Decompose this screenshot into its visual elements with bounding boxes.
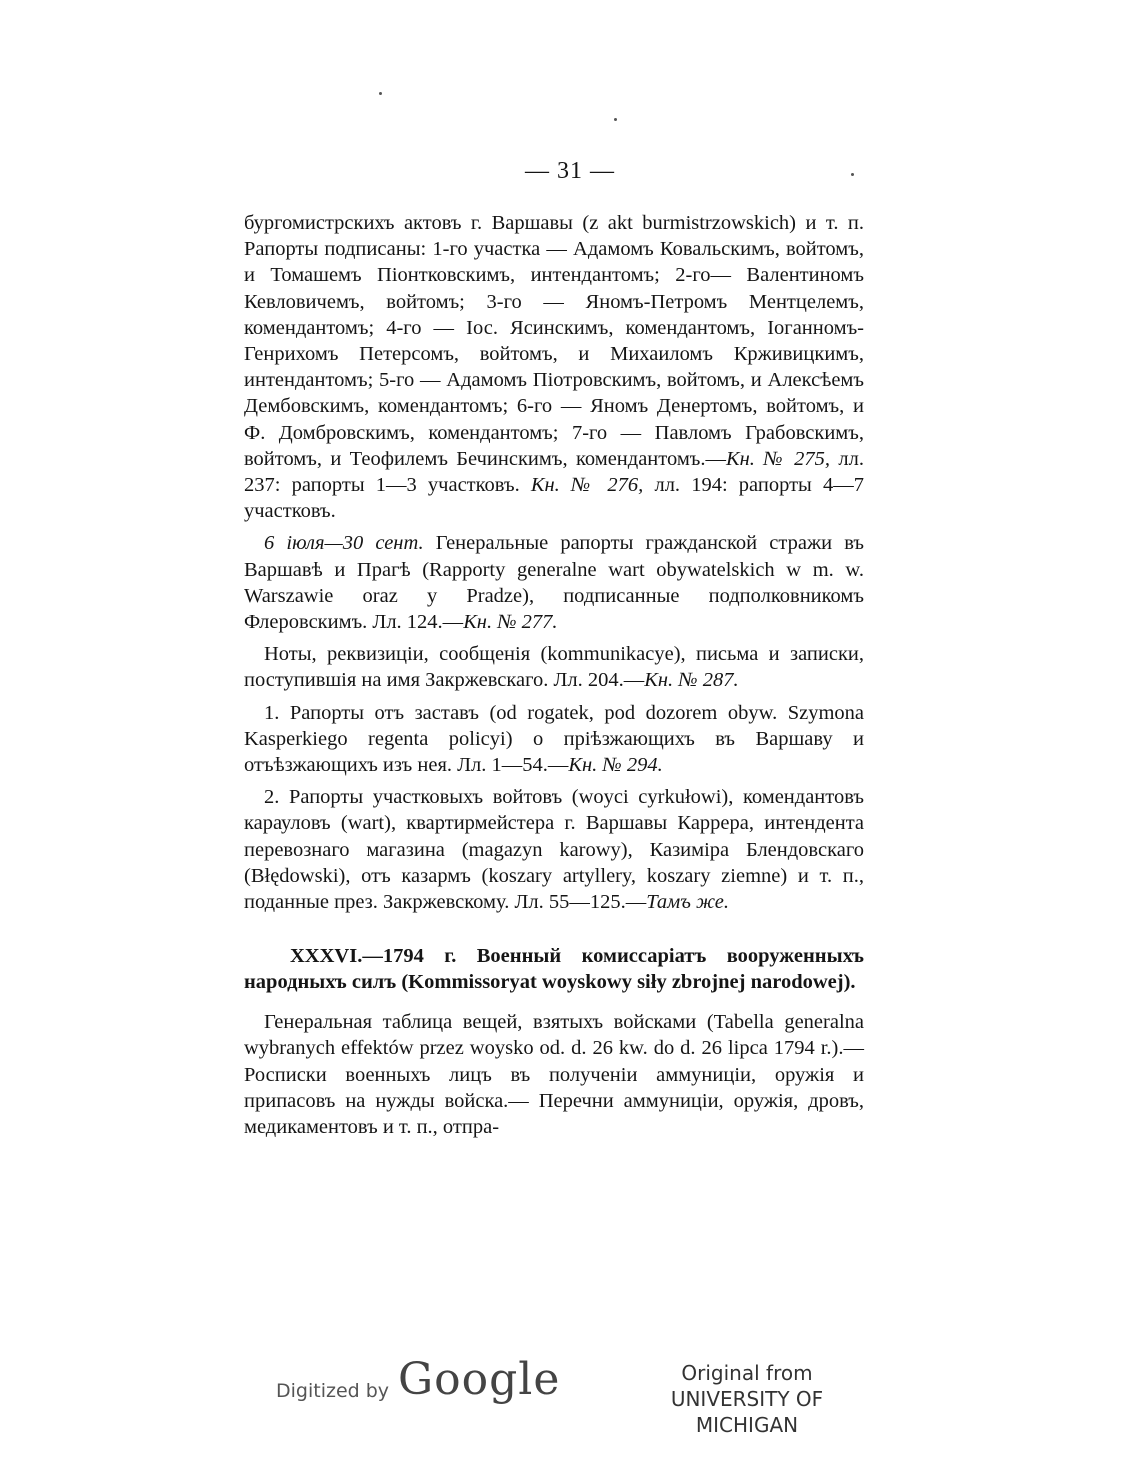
paragraph-text: 2. Рапорты участковыхъ войтовъ (woyci cyrkułowi), комендантовъ карауловъ (wart), квартирмейстера г. Варшавы Каррера, интендента перевознаго магазина (magazyn karowy), Казиміра Блендовскаго (Błędowski), отъ казармъ (koszary artyllery, koszary ziemne) и т. п., поданные през. Закржевскому. Лл. 55—125.— <box>244 786 864 914</box>
paragraph-item-2 <box>244 784 864 915</box>
paragraph-text: Генеральные рапорты гражданской стражи въ Варшавѣ и Прагѣ (Rapporty generalne wart obywatelskich w m. w. Warszawie oraz y Pradze), подписанные подполковникомъ Флеровскимъ. Лл. 124.— <box>244 532 864 634</box>
paragraph-reports-signatories <box>244 210 864 524</box>
original-from-block <box>630 1360 864 1438</box>
paragraph-text: бургомистрскихъ актовъ г. Варшавы (z akt burmistrzowskich) и т. п. Рапорты подписаны: 1-го участка — Адамомъ Ковальскимъ, войтомъ, и Томашемъ Піонтковскимъ, интендантомъ; 2-го— Валентиномъ Кевловичемъ, войтомъ; 3-го — Яномъ-Петромъ Ментцелемъ, комендантомъ; 4-го — Іос. Ясинскимъ, комендантомъ, Іоганномъ-Генрихомъ Петерсомъ, войтомъ, и Михаиломъ Крживицкимъ, интендантомъ; 5-го — Адамомъ Піотровскимъ, войтомъ, и Алексѣемъ Дембовскимъ, комендантомъ; 6-го — Яномъ Денертомъ, войтомъ, и Ф. Домбровскимъ, комендантомъ; 7-го — Павломъ Грабовскимъ, войтомъ, и Теофилемъ Бечинскимъ, комендантомъ.— <box>244 212 864 470</box>
book-reference: Кн. № 275, <box>726 447 831 470</box>
original-from-label: Original from <box>681 1361 813 1385</box>
book-reference: Кн. № 277. <box>463 611 558 634</box>
paragraph-text: лл. 237: рапорты 1—3 участковъ. <box>244 447 864 497</box>
paragraph-item-1 <box>244 700 864 779</box>
paragraph-text: 1. Рапорты отъ заставъ (od rogatek, pod dozorem obyw. Szymona Kasperkiego regenta policyi) о пріѣзжающихъ въ Варшаву и отъѣзжающихъ изъ нея. Лл. 1—54.— <box>244 701 864 777</box>
paragraph-general-table: Генеральная таблица вещей, взятыхъ войсками (Tabella generalna wybranych effektów przez woysko od. d. 26 kw. do d. 26 lipca 1794 r.).— Росписки военныхъ лицъ въ полученіи аммуниціи, оружія и припасовъ на нужды войска.— Перечни аммуниціи, оружія, дровъ, медикаментовъ и т. п., отпра- <box>244 1011 864 1139</box>
google-logo: Google <box>398 1354 561 1405</box>
book-reference: Кн. № 294. <box>568 754 663 777</box>
page-number: — 31 — <box>525 158 615 184</box>
scan-speck <box>614 118 617 121</box>
section-heading-xxxvi: XXXVI.—1794 г. Военный комиссаріатъ вооруженныхъ народныхъ силъ (Kommissoryat woyskowy siły zbrojnej narodowej). <box>244 945 864 994</box>
book-reference: Кн. № 287. <box>644 669 739 692</box>
date-range: 6 іюля—30 сент. <box>264 532 424 555</box>
page-body-text <box>244 210 864 1146</box>
paragraph-notes-requisitions <box>244 641 864 693</box>
paragraph-text: лл. 194: рапорты 4—7 участковъ. <box>244 474 864 523</box>
paragraph-text: Ноты, реквизиціи, сообщенія (kommunikacye), письма и записки, поступившія на имя Закржевскаго. Лл. 204.— <box>244 643 864 692</box>
scan-speck <box>379 92 382 95</box>
digitized-by-label: Digitized by <box>276 1380 390 1402</box>
digitization-footer <box>0 1354 1140 1437</box>
university-label: UNIVERSITY OF MICHIGAN <box>670 1387 824 1437</box>
scan-speck <box>851 173 854 176</box>
book-reference: Кн. № 276, <box>530 474 644 497</box>
book-reference: Тамъ же. <box>646 891 729 914</box>
paragraph-general-reports <box>244 530 864 635</box>
